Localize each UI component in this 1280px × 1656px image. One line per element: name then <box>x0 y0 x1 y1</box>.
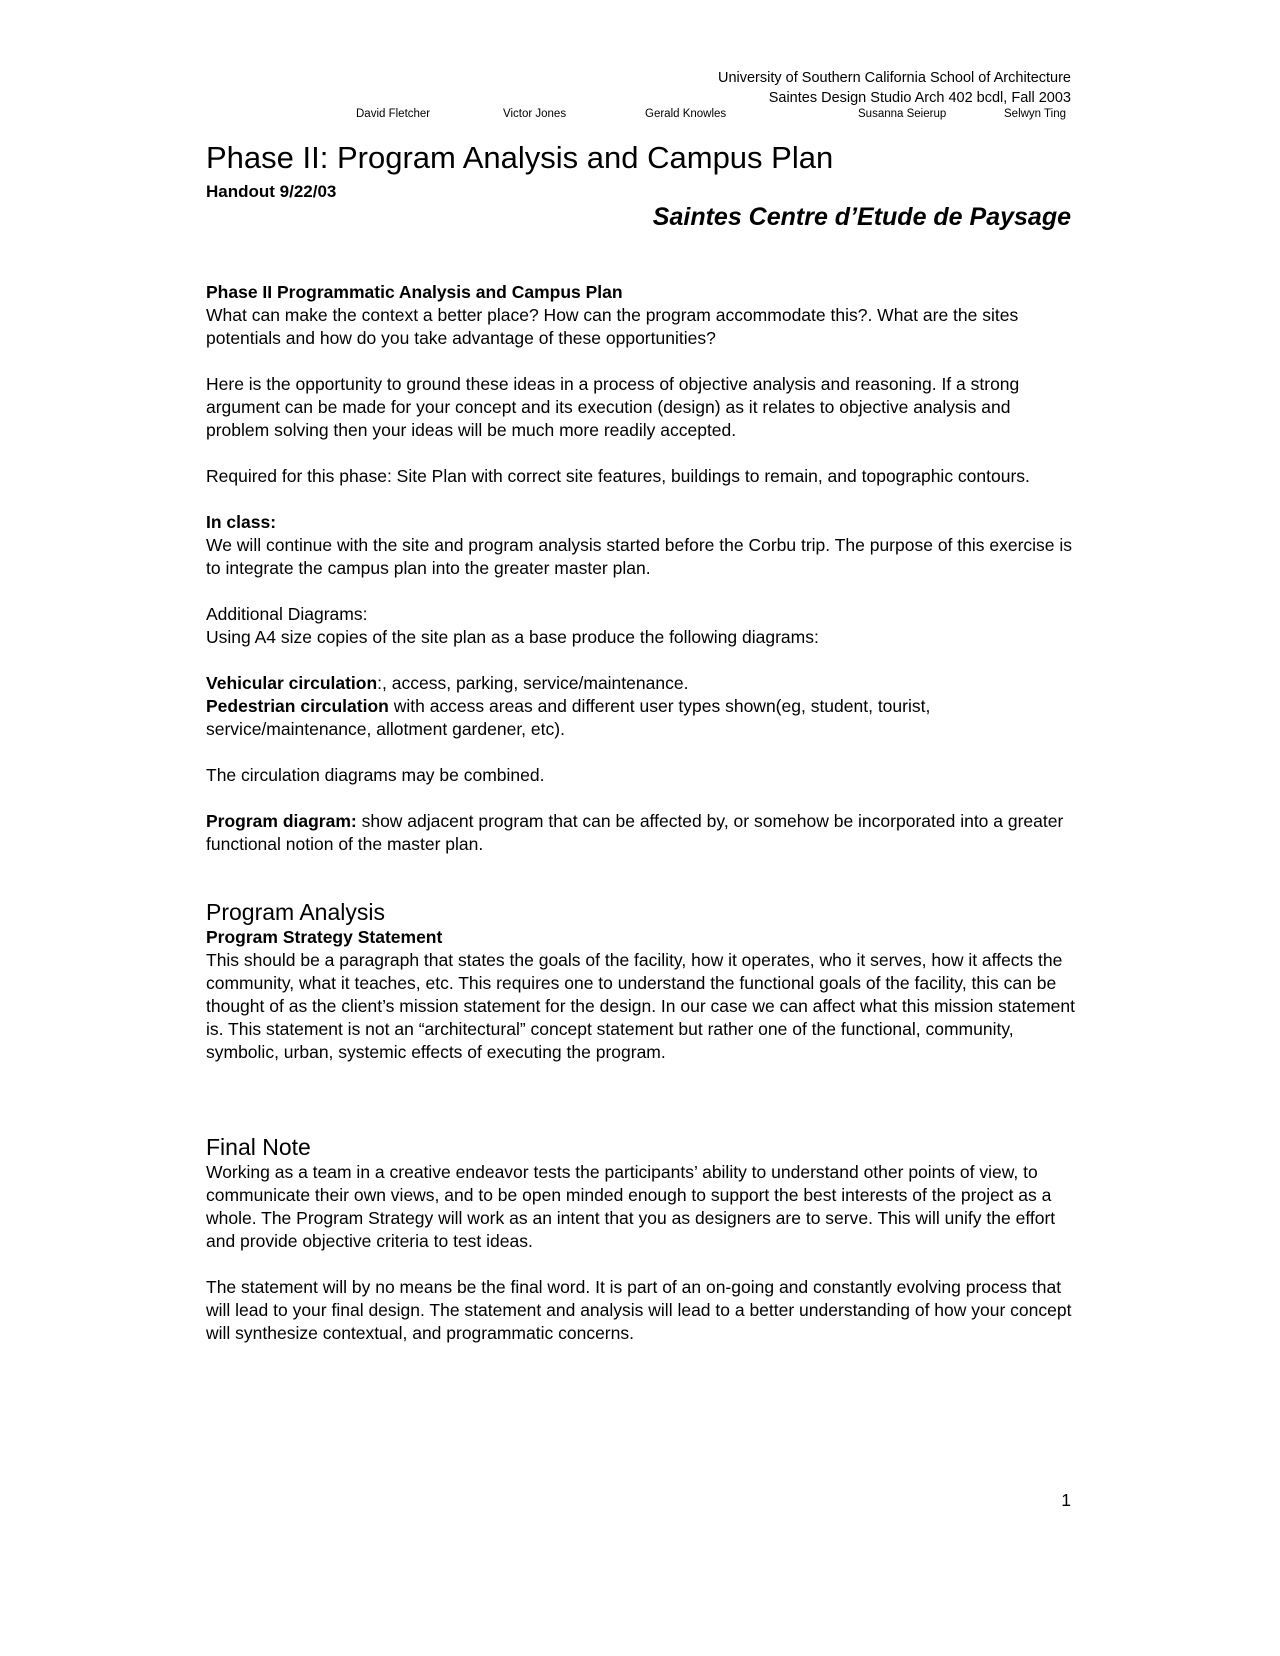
team-member-name: Victor Jones <box>503 108 567 120</box>
page-title: Phase II: Program Analysis and Campus Plan <box>206 140 834 175</box>
paragraph: Required for this phase: Site Plan with correct site features, buildings to remain, and topographic contours. <box>206 466 1030 486</box>
paragraph: We will continue with the site and program analysis started before the Corbu trip. The purpose of this exercise is to integrate the campus plan into the greater master plan. <box>206 535 1073 578</box>
final-note-section <box>206 1133 1076 1345</box>
header-studio: Saintes Design Studio Arch 402 bcdl, Fall 2003 <box>768 90 1071 106</box>
paragraph: Here is the opportunity to ground these ideas in a process of objective analysis and reasoning. If a strong argument can be made for your concept and its execution (design) as it relates to objective analysis and problem solving then your ideas will be much more readily accepted. <box>206 374 1020 440</box>
program-analysis-section <box>206 898 1076 1064</box>
section-heading: Phase II Programmatic Analysis and Campus Plan <box>206 282 623 302</box>
paragraph <box>206 810 1076 856</box>
term-label: Program diagram: <box>206 811 357 831</box>
term-label: Vehicular circulation <box>206 673 378 693</box>
paragraph: The statement will by no means be the final word. It is part of an on-going and constantly evolving process that will lead to your final design. The statement and analysis will lead to a better understanding of how your concept will synthesize contextual, and programmatic concerns. <box>206 1277 1072 1343</box>
handout-date: Handout 9/22/03 <box>206 182 337 201</box>
section-heading: Additional Diagrams: <box>206 604 368 624</box>
page-subtitle: Saintes Centre d’Etude de Paysage <box>652 203 1071 231</box>
team-member-name: Gerald Knowles <box>645 108 727 120</box>
document-body <box>206 281 1076 856</box>
paragraph <box>206 672 1076 695</box>
section-heading: Program Analysis <box>206 899 385 925</box>
section-heading: In class: <box>206 512 277 532</box>
term-text: with access areas and different user types shown(eg, student, tourist, service/maintenance, allotment gardener, etc). <box>206 696 931 739</box>
paragraph: Working as a team in a creative endeavor tests the participants’ ability to understand other points of view, to communicate their own views, and to be open minded enough to support the best interests of the project as a whole. The Program Strategy will work as an intent that you as designers are to serve. This will unify the effort and provide objective criteria to test ideas. <box>206 1162 1056 1251</box>
team-member-name: Selwyn Ting <box>1004 108 1067 120</box>
term-label: Pedestrian circulation <box>206 696 389 716</box>
paragraph: This should be a paragraph that states the goals of the facility, how it operates, who it serves, how it affects the community, what it teaches, etc. This requires one to understand the functional goals of the facility, this can be thought of as the client’s mission statement for the design. In our case we can affect what this mission statement is. This statement is not an “architectural” concept statement but rather one of the functional, community, symbolic, urban, systemic effects of executing the program. <box>206 950 1075 1062</box>
subsection-heading: Program Strategy Statement <box>206 927 443 947</box>
section-heading: Final Note <box>206 1134 311 1160</box>
paragraph <box>206 695 1076 741</box>
page-number: 1 <box>1061 1490 1071 1510</box>
header-institution: University of Southern California School of Architecture <box>717 70 1071 86</box>
team-member-name: Susanna Seierup <box>858 108 947 120</box>
term-text: show adjacent program that can be affected by, or somehow be incorporated into a greater functional notion of the master plan. <box>206 811 1064 854</box>
paragraph: The circulation diagrams may be combined. <box>206 765 545 785</box>
paragraph: What can make the context a better place? How can the program accommodate this?. What are the sites potentials and how do you take advantage of these opportunities? <box>206 305 1019 348</box>
team-member-name: David Fletcher <box>356 108 431 120</box>
paragraph: Using A4 size copies of the site plan as a base produce the following diagrams: <box>206 627 819 647</box>
term-text: :, access, parking, service/maintenance. <box>377 673 689 693</box>
